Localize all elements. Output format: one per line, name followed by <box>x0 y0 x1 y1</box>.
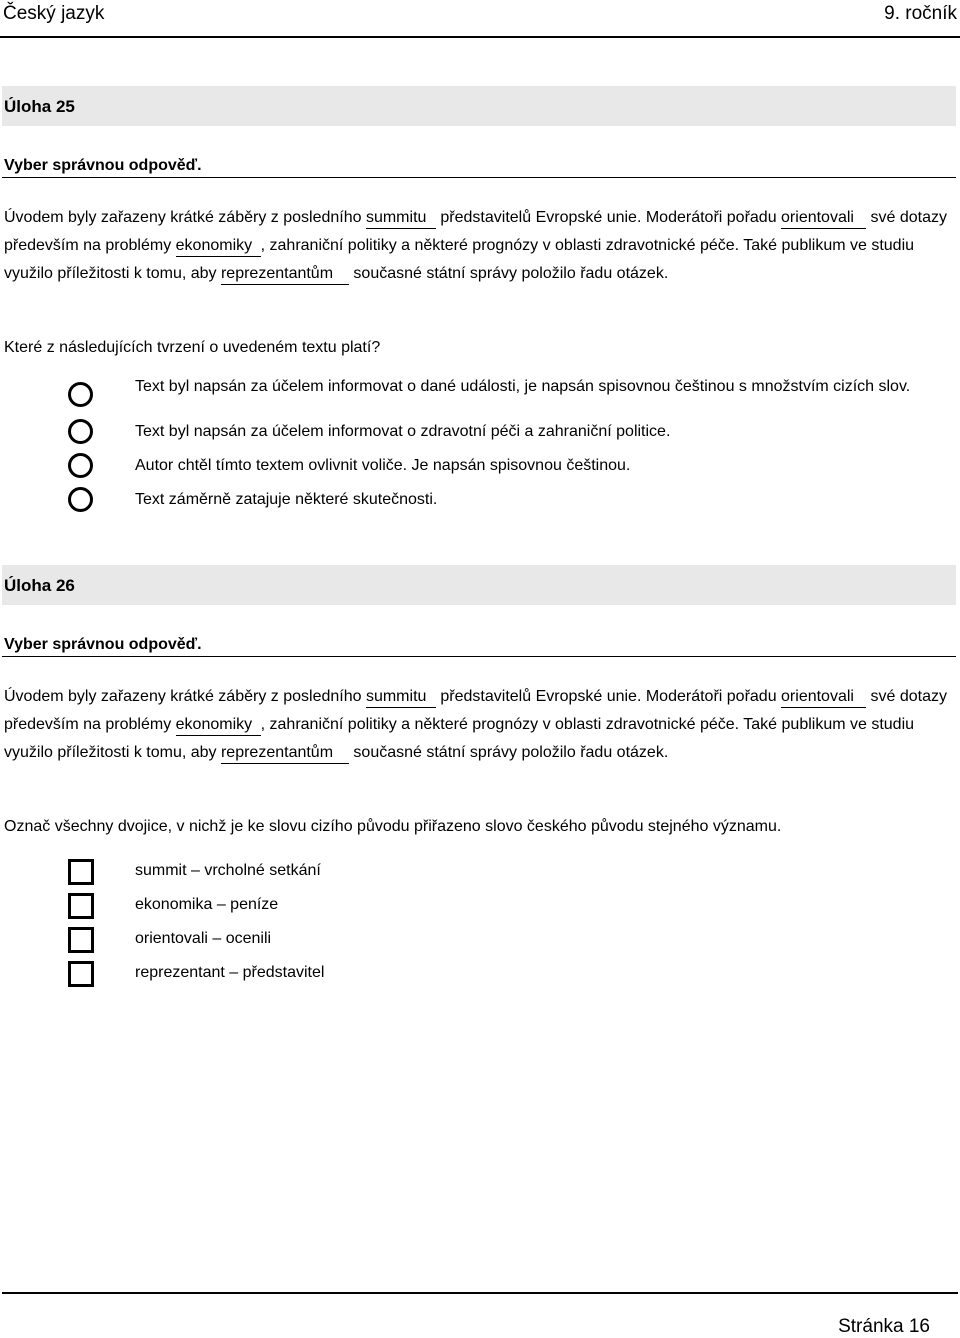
radio-option-3[interactable] <box>68 453 93 478</box>
grade-label: 9. ročník <box>884 3 957 24</box>
task-25-passage: Úvodem byly zařazeny krátké záběry z posledního summitu představitelů Evropské unie. Moderátoři pořadu orientovali své dotazy především na problémy ekonomiky , zahraniční politiky a některé prognózy v oblasti zdravotnické péče. Také publikum ve studiu využilo příležitosti k tomu, aby reprezentantům současné státní správy položilo řadu otázek. <box>4 204 949 288</box>
header-divider <box>0 36 960 38</box>
option-3-label: Autor chtěl tímto textem ovlivnit voliče. Je napsán spisovnou češtinou. <box>135 457 631 474</box>
radio-option-2[interactable] <box>68 419 93 444</box>
task-26-title: Úloha 26 <box>4 576 75 595</box>
subject-title: Český jazyk <box>3 3 105 24</box>
task-26-instruction-divider <box>2 656 956 657</box>
underlined-word-summitu: summitu <box>366 208 436 229</box>
task-26-header-bar <box>2 565 956 605</box>
underlined-word-reprezentantum: reprezentantům <box>221 264 349 285</box>
underlined-word-reprezentantum: reprezentantům <box>221 743 349 764</box>
checkbox-option-3-label: orientovali – ocenili <box>135 930 272 947</box>
task-26-instruction: Vyber správnou odpověď. <box>4 636 202 653</box>
task-26-passage: Úvodem byly zařazeny krátké záběry z posledního summitu představitelů Evropské unie. Moderátoři pořadu orientovali své dotazy především na problémy ekonomiky , zahraniční politiky a některé prognózy v oblasti zdravotnické péče. Také publikum ve studiu využilo příležitosti k tomu, aby reprezentantům současné státní správy položilo řadu otázek. <box>4 683 949 767</box>
task-25-question: Které z následujících tvrzení o uvedeném textu platí? <box>4 339 381 356</box>
task-25-header-bar <box>2 86 956 126</box>
radio-option-4[interactable] <box>68 487 93 512</box>
underlined-word-summitu: summitu <box>366 687 436 708</box>
checkbox-option-4[interactable] <box>68 961 94 987</box>
radio-option-1[interactable] <box>68 382 93 407</box>
underlined-word-ekonomiky: ekonomiky <box>176 236 261 257</box>
option-1-label: Text byl napsán za účelem informovat o dané události, je napsán spisovnou češtinou s množstvím cizích slov. <box>135 378 911 395</box>
underlined-word-orientovali: orientovali <box>781 208 866 229</box>
checkbox-option-1[interactable] <box>68 859 94 885</box>
task-26-question: Označ všechny dvojice, v nichž je ke slovu cizího původu přiřazeno slovo českého původu stejného významu. <box>4 818 782 835</box>
footer-divider <box>2 1292 958 1294</box>
checkbox-option-2-label: ekonomika – peníze <box>135 896 279 913</box>
checkbox-option-4-label: reprezentant – představitel <box>135 964 325 981</box>
task-25-instruction: Vyber správnou odpověď. <box>4 157 202 174</box>
task-25-title: Úloha 25 <box>4 97 75 116</box>
page-number: Stránka 16 <box>838 1316 930 1337</box>
checkbox-option-1-label: summit – vrcholné setkání <box>135 862 321 879</box>
option-2-label: Text byl napsán za účelem informovat o zdravotní péči a zahraniční politice. <box>135 423 671 440</box>
checkbox-option-3[interactable] <box>68 927 94 953</box>
underlined-word-orientovali: orientovali <box>781 687 866 708</box>
task-25-instruction-divider <box>2 177 956 178</box>
option-4-label: Text záměrně zatajuje některé skutečnosti. <box>135 491 438 508</box>
underlined-word-ekonomiky: ekonomiky <box>176 715 261 736</box>
checkbox-option-2[interactable] <box>68 893 94 919</box>
